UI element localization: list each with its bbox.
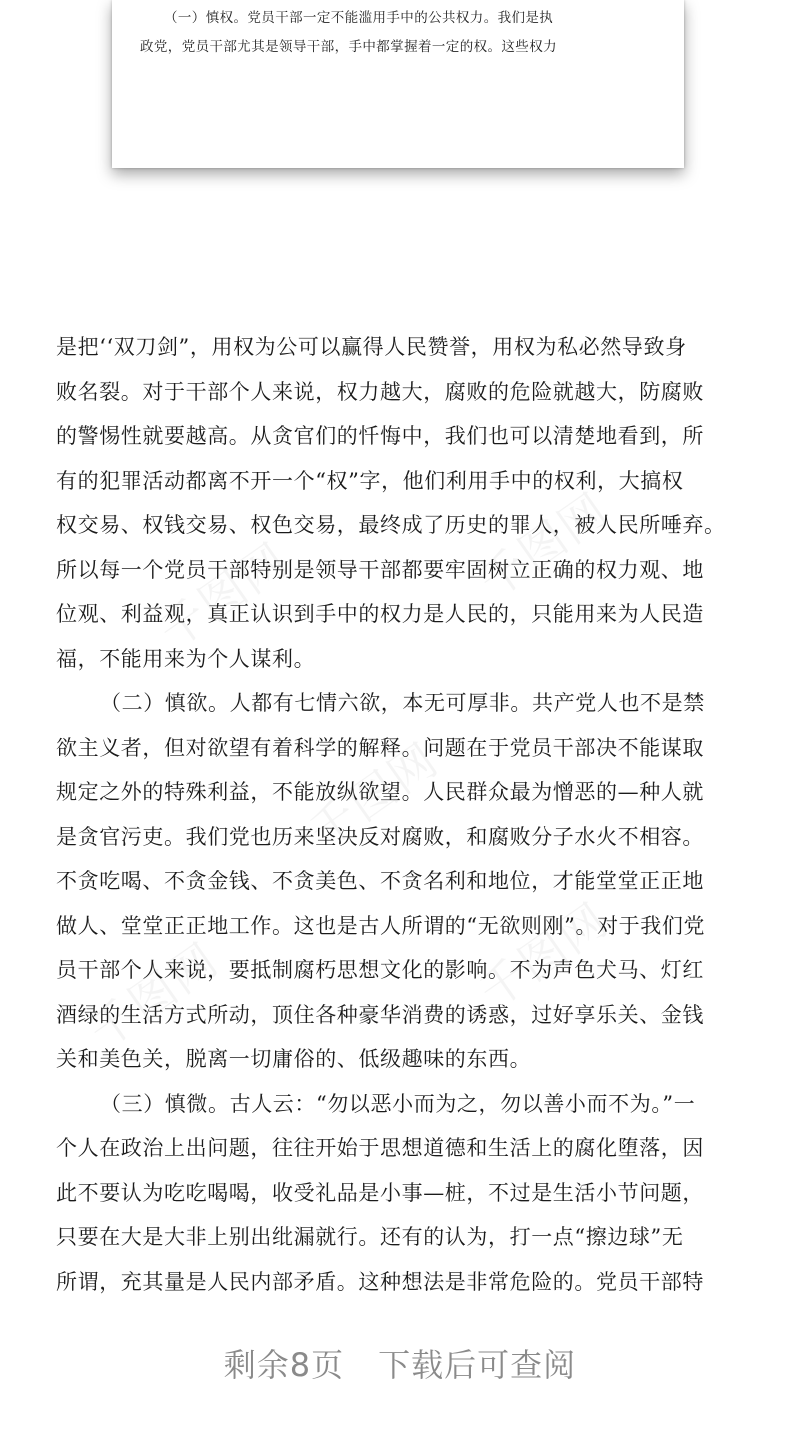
download-more-banner[interactable] [0, 1340, 800, 1386]
body-line: 只要在大是大非上别出纰漏就行。还有的认为，打一点“擦边球”无 [56, 1225, 684, 1249]
body-line: 关和美色关，脱离一切庸俗的、低级趣味的东西。 [56, 1047, 532, 1071]
body-line: 员干部个人来说，要抵制腐朽思想文化的影响。不为声色犬马、灯红 [56, 958, 704, 982]
section-2-heading-line: （二）慎欲。人都有七情六欲，本无可厚非。共产党人也不是禁 [100, 691, 705, 715]
body-line: 欲主义者，但对欲望有着科学的解释。问题在于党员干部决不能谋取 [56, 735, 704, 760]
body-line: 位观、利益观，真正认识到手中的权力是人民的，只能用来为人民造 [56, 602, 704, 626]
preview-line-2: 政党，党员干部尤其是领导干部，手中都掌握着一定的权。这些权力 [140, 39, 557, 55]
body-line: 规定之外的特殊利益，不能放纵欲望。人民群众最为憎恶的—种人就 [56, 780, 704, 804]
body-line: 福，不能用来为个人谋利。 [56, 646, 316, 671]
body-line: 权交易、权钱交易、权色交易，最终成了历史的罪人，被人民所唾弃。 [56, 513, 726, 537]
body-line: 做人、堂堂正正地工作。这也是古人所谓的“无欲则刚”。对于我们党 [56, 913, 706, 938]
body-line: 所谓，充其量是人民内部矛盾。这种想法是非常危险的。党员干部特 [56, 1269, 704, 1294]
body-line: 个人在政治上出问题，往往开始于思想道德和生活上的腐化堕落，因 [56, 1136, 704, 1160]
body-line: 酒绿的生活方式所动，顶住各种豪华消费的诱惑，过好享乐关、金钱 [56, 1002, 704, 1027]
body-line: 所以每一个党员干部特别是领导干部都要牢固树立正确的权力观、地 [56, 557, 704, 582]
section-3-heading-line: （三）慎微。古人云：“勿以恶小而为之，勿以善小而不为。”一 [100, 1091, 696, 1116]
remaining-pages-label: 剩余8页 [223, 1346, 345, 1384]
body-line: 是贪官污吏。我们党也历来坚决反对腐败，和腐败分子水火不相容。 [56, 824, 704, 849]
body-line: 败名裂。对于干部个人来说，权力越大，腐败的危险就越大，防腐败 [56, 379, 704, 404]
preview-line-1: （一）慎权。党员干部一定不能滥用手中的公共权力。我们是执 [164, 10, 554, 26]
body-line: 有的犯罪活动都离不开一个“权”字，他们利用手中的权利，大搞权 [56, 468, 684, 493]
body-line: 此不要认为吃吃喝喝，收受礼品是小事—桩，不过是生活小节问题， [56, 1180, 704, 1205]
body-line: 是把‘‘双刀剑”，用权为公可以赢得人民赞誉，用权为私必然导致身 [56, 335, 687, 359]
body-line: 不贪吃喝、不贪金钱、不贪美色、不贪名利和地位，才能堂堂正正地 [56, 869, 704, 893]
download-to-view-label: 下载后可查阅 [378, 1346, 577, 1384]
preview-page [112, 0, 684, 168]
body-line: 的警惕性就要越高。从贪官们的忏悔中，我们也可以清楚地看到，所 [56, 424, 704, 448]
document-body [56, 325, 746, 1304]
